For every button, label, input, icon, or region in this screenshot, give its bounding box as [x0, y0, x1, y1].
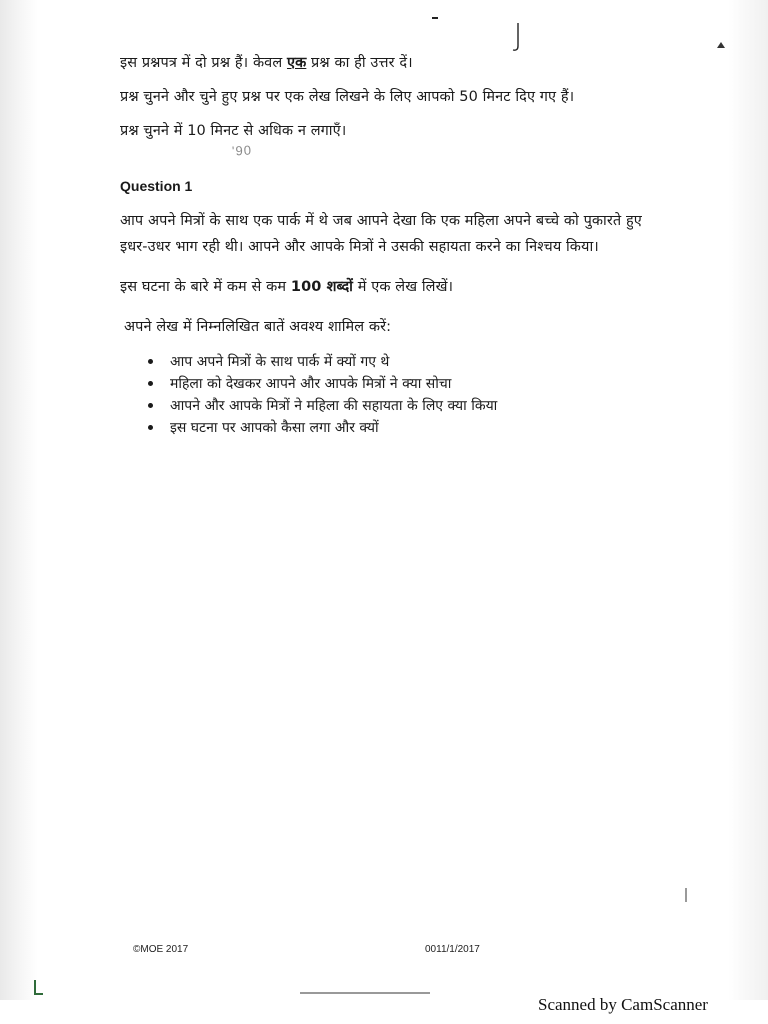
list-item [148, 352, 497, 374]
instruction-line-3: प्रश्न चुनने में 10 मिनट से अधिक न लगाएँ। [120, 123, 347, 139]
footer-copyright: ©MOE 2017 [133, 944, 189, 955]
word-count-text: इस घटना के बारे में कम से कम [120, 279, 291, 295]
bullet-icon [148, 359, 153, 364]
list-item [148, 396, 497, 418]
bullet-list [148, 352, 497, 440]
bullet-icon [148, 381, 153, 386]
pen-mark-stroke [511, 22, 521, 52]
bullet-icon [148, 425, 153, 430]
question-paragraph-line-1: आप अपने मित्रों के साथ एक पार्क में थे जब आपने देखा कि एक महिला अपने बच्चे को पुकारते हुए [120, 213, 642, 229]
instruction-text: इस प्रश्नपत्र में दो प्रश्न हैं। केवल [120, 55, 287, 71]
bullet-icon [148, 403, 153, 408]
list-item [148, 374, 497, 396]
corner-mark-icon [33, 978, 45, 996]
question-heading: Question 1 [120, 178, 193, 194]
pen-mark-dash [432, 17, 438, 19]
instruction-emphasis: एक [286, 55, 307, 71]
page-left-shadow [0, 0, 38, 1000]
list-item-text: महिला को देखकर आपने और आपके मित्रों ने क्या सोचा [170, 376, 452, 392]
question-paragraph-line-2: इधर-उधर भाग रही थी। आपने और आपके मित्रों ने उसकी सहायता करने का निश्चय किया। [120, 239, 599, 255]
faint-stamp: '90 [231, 142, 253, 159]
margin-speck [685, 888, 687, 902]
include-points-intro: अपने लेख में निम्नलिखित बातें अवश्य शामिल करें: [124, 319, 392, 335]
instruction-text: प्रश्न का ही उत्तर दें। [306, 55, 413, 71]
bottom-edge-line [300, 992, 430, 994]
instruction-line-2: प्रश्न चुनने और चुने हुए प्रश्न पर एक लेख लिखने के लिए आपको 50 मिनट दिए गए हैं। [120, 89, 575, 105]
word-count-emphasis: 100 शब्दों [290, 279, 354, 295]
list-item-text: आप अपने मित्रों के साथ पार्क में क्यों गए थे [170, 354, 390, 370]
page-right-shadow [728, 0, 768, 1000]
scanner-watermark: Scanned by CamScanner [538, 995, 708, 1014]
list-item-text: इस घटना पर आपको कैसा लगा और क्यों [170, 420, 379, 436]
list-item [148, 418, 497, 440]
footer-paper-code: 0011/1/2017 [425, 944, 480, 955]
question-word-count-line [120, 276, 453, 296]
corner-speck [716, 40, 726, 50]
list-item-text: आपने और आपके मित्रों ने महिला की सहायता के लिए क्या किया [170, 398, 498, 414]
word-count-text: में एक लेख लिखें। [353, 279, 454, 295]
instruction-line-1 [120, 52, 413, 72]
